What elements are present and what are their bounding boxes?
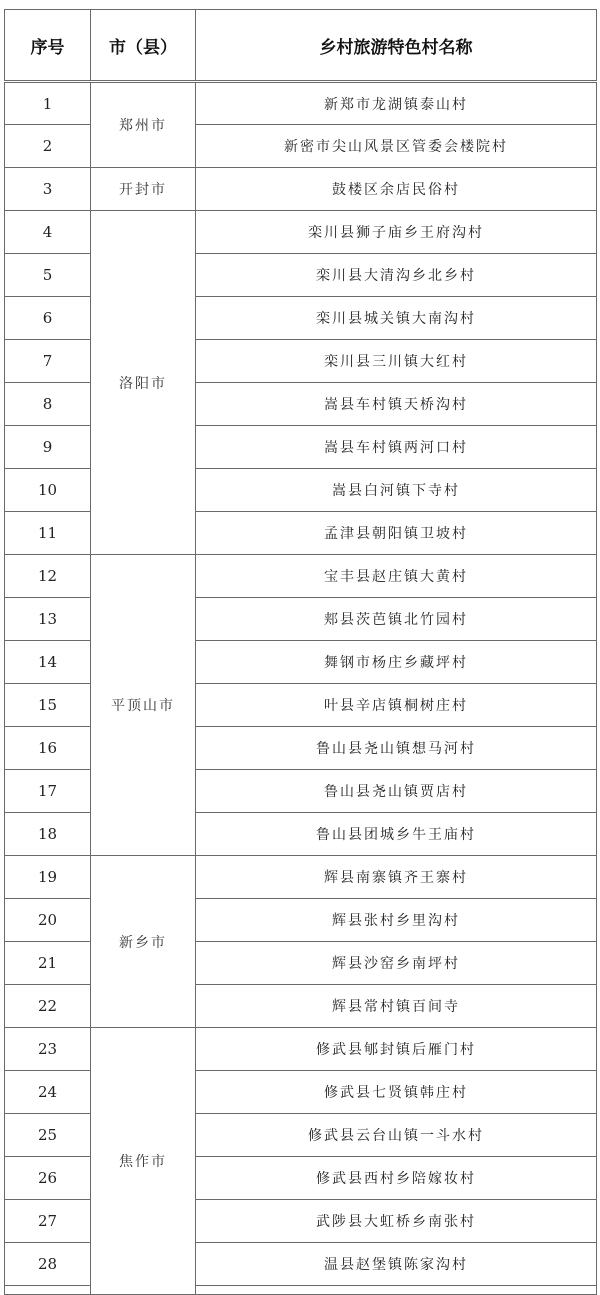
row-index: 14	[5, 641, 91, 684]
city-cell: 平顶山市	[91, 555, 196, 856]
village-name: 鲁山县尧山镇贾店村	[196, 770, 597, 813]
row-index: 27	[5, 1200, 91, 1243]
village-name: 栾川县狮子庙乡王府沟村	[196, 211, 597, 254]
row-index: 28	[5, 1243, 91, 1286]
city-cell: 焦作市	[91, 1028, 196, 1295]
row-index: 19	[5, 856, 91, 899]
row-index: 5	[5, 254, 91, 297]
row-index: 26	[5, 1157, 91, 1200]
row-index: 10	[5, 469, 91, 512]
village-name: 嵩县车村镇天桥沟村	[196, 383, 597, 426]
village-name: 舞钢市杨庄乡藏坪村	[196, 641, 597, 684]
village-name: 修武县西村乡陪嫁妆村	[196, 1157, 597, 1200]
header-city: 市（县）	[91, 10, 196, 82]
row-index: 9	[5, 426, 91, 469]
village-name: 温县赵堡镇陈家沟村	[196, 1243, 597, 1286]
rural-tourism-village-table	[4, 9, 597, 1295]
row-index: 6	[5, 297, 91, 340]
header-village-name: 乡村旅游特色村名称	[196, 10, 597, 82]
table-row	[5, 168, 597, 211]
row-index: 20	[5, 899, 91, 942]
village-name: 辉县张村乡里沟村	[196, 899, 597, 942]
village-name: 辉县沙窑乡南坪村	[196, 942, 597, 985]
village-name: 新密市尖山风景区管委会楼院村	[196, 125, 597, 168]
row-index: 7	[5, 340, 91, 383]
city-cell: 新乡市	[91, 856, 196, 1028]
table-row	[5, 856, 597, 899]
village-name: 嵩县车村镇两河口村	[196, 426, 597, 469]
row-index: 22	[5, 985, 91, 1028]
village-name: 宝丰县赵庄镇大黄村	[196, 555, 597, 598]
row-index: 16	[5, 727, 91, 770]
village-name: 修武县云台山镇一斗水村	[196, 1114, 597, 1157]
row-index: 23	[5, 1028, 91, 1071]
village-name: 辉县常村镇百间寺	[196, 985, 597, 1028]
row-index	[5, 1286, 91, 1295]
row-index: 11	[5, 512, 91, 555]
row-index: 12	[5, 555, 91, 598]
row-index: 25	[5, 1114, 91, 1157]
table-row	[5, 82, 597, 125]
village-name: 新郑市龙湖镇泰山村	[196, 82, 597, 125]
village-name: 栾川县城关镇大南沟村	[196, 297, 597, 340]
row-index: 17	[5, 770, 91, 813]
row-index: 24	[5, 1071, 91, 1114]
row-index: 13	[5, 598, 91, 641]
village-name: 栾川县大清沟乡北乡村	[196, 254, 597, 297]
row-index: 3	[5, 168, 91, 211]
table-row	[5, 555, 597, 598]
city-cell: 洛阳市	[91, 211, 196, 555]
header-index: 序号	[5, 10, 91, 82]
village-name: 鲁山县尧山镇想马河村	[196, 727, 597, 770]
village-name: 郏县茨芭镇北竹园村	[196, 598, 597, 641]
village-name: 武陟县大虹桥乡南张村	[196, 1200, 597, 1243]
row-index: 1	[5, 82, 91, 125]
village-name: 孟津县朝阳镇卫坡村	[196, 512, 597, 555]
village-name: 叶县辛店镇桐树庄村	[196, 684, 597, 727]
row-index: 8	[5, 383, 91, 426]
row-index: 15	[5, 684, 91, 727]
village-name: 栾川县三川镇大红村	[196, 340, 597, 383]
table-row	[5, 1028, 597, 1071]
village-name: 嵩县白河镇下寺村	[196, 469, 597, 512]
village-name: 辉县南寨镇齐王寨村	[196, 856, 597, 899]
row-index: 21	[5, 942, 91, 985]
city-cell: 郑州市	[91, 82, 196, 168]
village-name: 鼓楼区余店民俗村	[196, 168, 597, 211]
table-row	[5, 211, 597, 254]
row-index: 18	[5, 813, 91, 856]
village-name: 修武县郇封镇后雁门村	[196, 1028, 597, 1071]
table-header-row	[5, 10, 597, 82]
city-cell: 开封市	[91, 168, 196, 211]
village-name: 鲁山县团城乡牛王庙村	[196, 813, 597, 856]
row-index: 2	[5, 125, 91, 168]
row-index: 4	[5, 211, 91, 254]
village-name: 修武县七贤镇韩庄村	[196, 1071, 597, 1114]
city-cell	[196, 1286, 597, 1295]
